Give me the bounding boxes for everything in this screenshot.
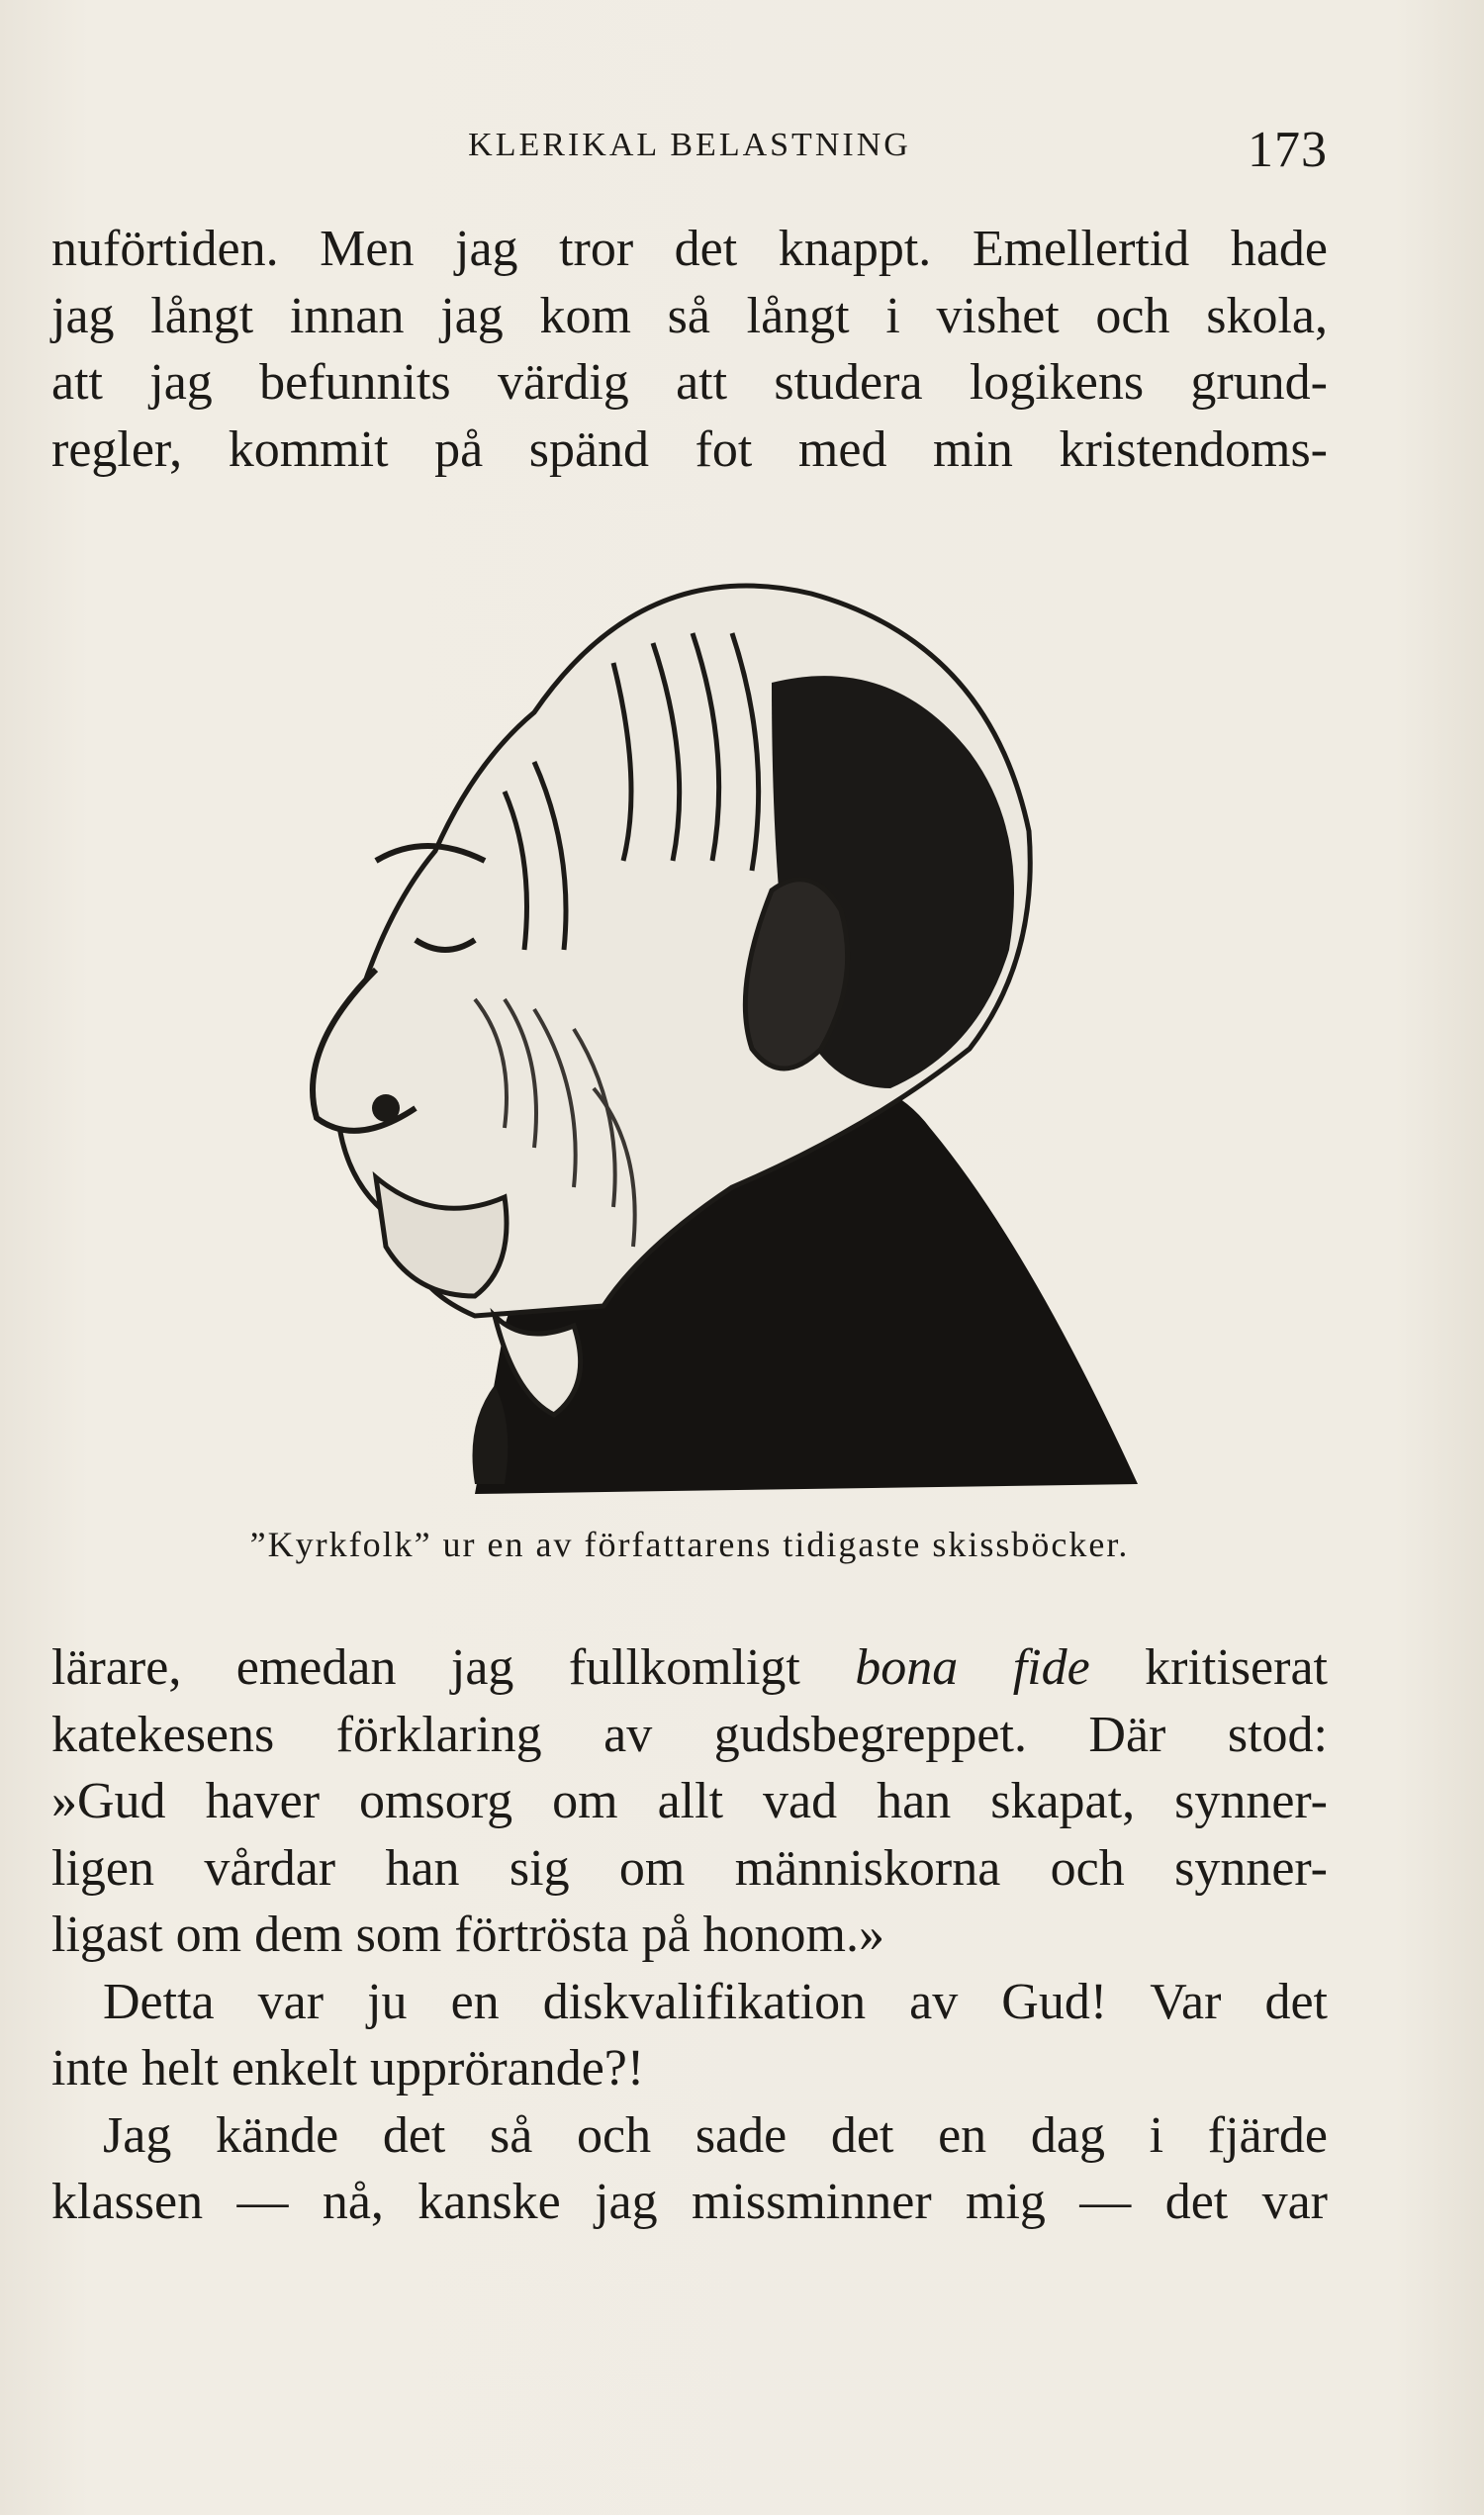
caricature-drawing [178,534,1197,1504]
text-segment: kritiserat [1089,1639,1328,1696]
text-line: jag långt innan jag kom så långt i vishet och skola, [51,287,1328,344]
text-line: regler, kommit på spänd fot med min kristendoms- [51,420,1328,478]
text-line [51,1634,1328,1702]
top-paragraph [51,216,1328,483]
text-line: att jag befunnits värdig att studera logikens grund- [51,354,1328,411]
italic-phrase: bona fide [855,1639,1090,1696]
text-line: ligen vårdar han sig om människorna och synner- [51,1839,1328,1897]
running-title: KLERIKAL BELASTNING [468,127,911,163]
text-line: »Gud haver omsorg om allt vad han skapat, synner- [51,1773,1328,1829]
running-head [51,121,1328,180]
text-line: Detta var ju en diskvalifikation av Gud! Var det [103,1973,1328,2030]
page-number: 173 [1248,122,1328,178]
text-line: ligast om dem som förtrösta på honom.» [51,1907,885,1963]
text-line: klassen — nå, kanske jag missminner mig — det var [51,2174,1328,2230]
text-line: inte helt enkelt upprörande?! [51,2040,645,2096]
text-line: nuförtiden. Men jag tror det knappt. Emellertid hade [51,221,1328,277]
figure-caption: ”Kyrkfolk” ur en av författarens tidigaste skissböcker. [249,1525,1130,1564]
text-line: Jag kände det så och sade det en dag i fjärde [103,2106,1328,2164]
text-segment: lärare, emedan jag fullkomligt [51,1639,856,1696]
bottom-text [51,1634,1328,2236]
text-line: katekesens förklaring av gudsbegreppet. Där stod: [51,1706,1328,1763]
caricature-illustration [178,534,1197,1504]
